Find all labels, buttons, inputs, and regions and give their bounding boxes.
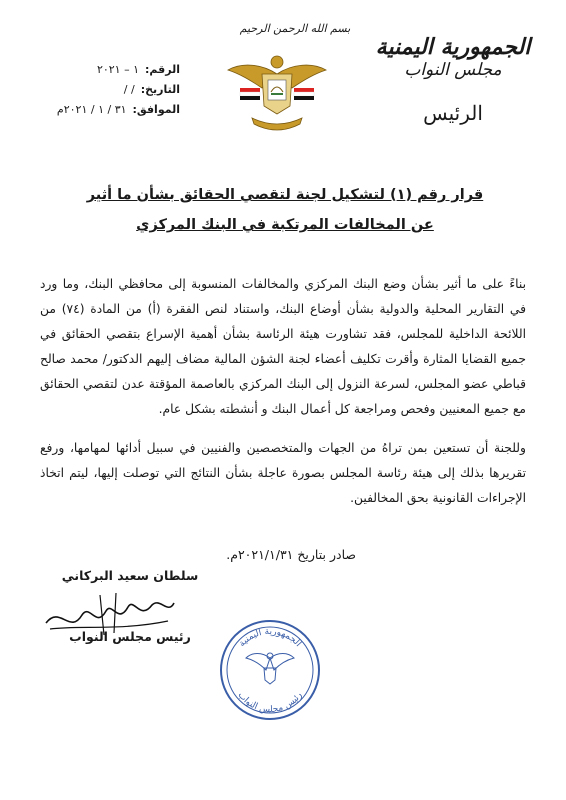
council-name: مجلس النواب — [404, 60, 502, 80]
date-label: التاريخ: — [140, 83, 180, 96]
date-value: / / — [123, 83, 135, 96]
number-label: الرقم: — [145, 63, 180, 76]
yemen-eagle-emblem-icon — [222, 44, 332, 139]
corresponding-label: الموافق: — [132, 103, 180, 116]
official-stamp-icon — [218, 618, 322, 722]
office-title: الرئيس — [423, 101, 483, 125]
number-value: ١ – ٢٠٢١ — [96, 63, 140, 76]
basmala: بسم الله الرحمن الرحيم — [239, 22, 351, 35]
stamp-top-text: الجمهورية اليمنية — [237, 626, 303, 650]
title-line-1: قرار رقم (١) لتشكيل لجنة لتقصي الحقائق بشأن ما أثير — [86, 187, 484, 203]
letterhead — [368, 34, 538, 128]
date-row — [40, 80, 180, 100]
stamp-bottom-text: رئيس مجلس النواب — [235, 690, 305, 716]
decision-body — [40, 272, 526, 525]
reference-block — [40, 60, 180, 120]
signatory-title: رئيس مجلس النواب — [69, 629, 191, 644]
title-line-2: عن المخالفات المرتكبة في البنك المركزي — [136, 217, 434, 233]
corresponding-date-row — [40, 100, 180, 120]
handwritten-signature-icon — [40, 585, 180, 645]
reference-number-row — [40, 60, 180, 80]
signatory-name: سلطان سعيد البركاني — [61, 568, 199, 583]
body-paragraph-2: وللجنة أن تستعين بمن تراهُ من الجهات والمتخصصين والفنيين في سبيل أدائها لمهامها، ورفع تقريرها بذلك إلى هيئة رئاسة المجلس بصورة عاجلة بشأن النتائج التي توصلت إليها، ليتم اتخاذ الإجراءات القانونية بحق المخالفين. — [40, 441, 526, 505]
decision-title — [60, 180, 510, 240]
republic-name: الجمهورية اليمنية — [375, 34, 531, 60]
issued-date: صادر بتاريخ ٢٠٢١/١/٣١م. — [226, 547, 356, 562]
body-paragraph-1: بناءً على ما أثير بشأن وضع البنك المركزي والمخالفات المنسوبة إلى محافظي البنك، وما ورد في التقارير المحلية والدولية بشأن أوضاع البنك، واستناد لنص الفقرة (أ) من المادة (٧٤) من اللائحة الداخلية للمجلس، فقد تشاورت هيئة الرئاسة بشأن أهمية الإسراع بتقصي الحقائق في جميع القضايا المثارة وأقرت تكليف أعضاء لجنة الشؤن المالية مضاف إليهم الدكتور/ محمد صالح قباطي عضو المجلس، لسرعة النزول إلى البنك المركزي بالعاصمة المؤقتة عدن لتقصي الحقائق مع جميع المعنيين وفحص ومراجعة كل أعمال البنك و أنشطته بشكل عام. — [40, 277, 526, 416]
corresponding-value: ٣١ / ١ / ٢٠٢١م — [56, 103, 127, 116]
